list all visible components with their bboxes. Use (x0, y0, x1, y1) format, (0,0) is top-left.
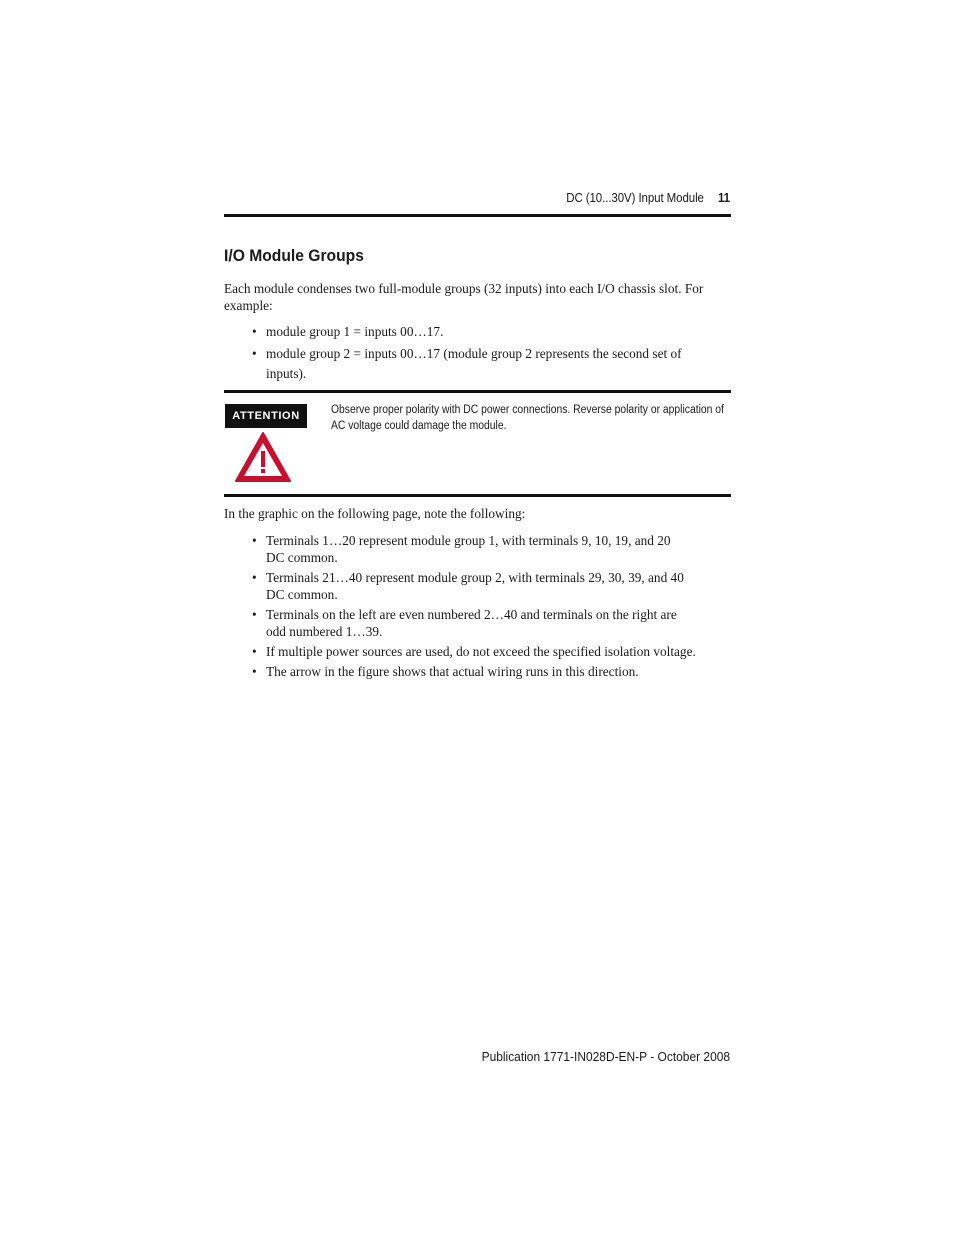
attention-label: ATTENTION (225, 404, 307, 428)
section-title: I/O Module Groups (224, 246, 364, 265)
list-item: • Terminals 1…20 represent module group 1, with terminals 9, 10, 19, and 20 DC common. (224, 532, 671, 566)
notes-intro: In the graphic on the following page, note the following: (224, 506, 526, 521)
page-number: 11 (718, 191, 730, 205)
list-item: • The arrow in the figure shows that actual wiring runs in this direction. (224, 663, 756, 680)
list-item: • Terminals 21…40 represent module group 2, with terminals 29, 30, 39, and 40 DC common. (224, 569, 686, 603)
publication-footer: Publication 1771-IN028D-EN-P - October 2008 (481, 1049, 730, 1064)
header-divider (224, 214, 731, 217)
list-item: • Terminals on the left are even numbered 2…40 and terminals on the right are odd numbered 1…39. (224, 606, 681, 640)
page-header (566, 191, 730, 205)
list-item: • module group 2 = inputs 00…17 (module group 2 represents the second set of inputs). (224, 344, 706, 384)
attention-message: Observe proper polarity with DC power connections. Reverse polarity or application of AC voltage could damage the module. (331, 404, 724, 432)
attention-bottom-divider (224, 494, 731, 497)
running-title: DC (10...30V) Input Module (566, 191, 704, 205)
list-item: • If multiple power sources are used, do not exceed the specified isolation voltage. (224, 643, 756, 660)
warning-triangle-icon (234, 431, 292, 483)
notes-list (224, 532, 704, 680)
intro-paragraph: Each module condenses two full-module groups (32 inputs) into each I/O chassis slot. For example: (224, 281, 704, 313)
list-item: • module group 1 = inputs 00…17. (224, 323, 704, 340)
attention-top-divider (224, 390, 731, 393)
module-group-list (224, 323, 704, 384)
